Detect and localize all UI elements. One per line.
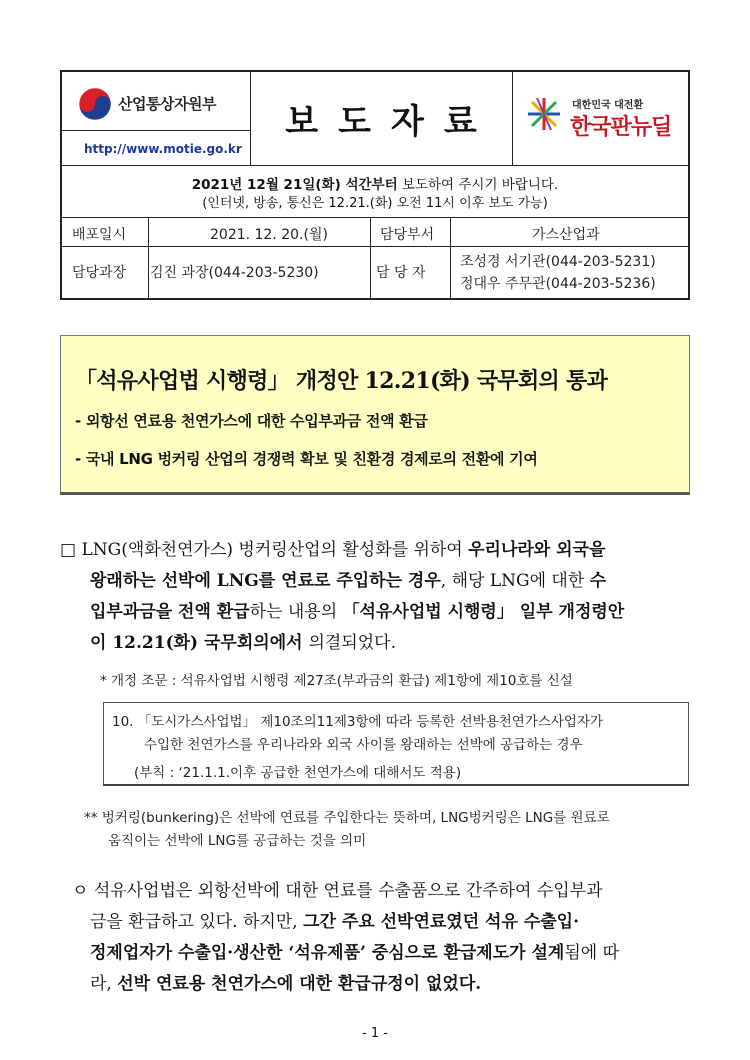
embargo-online-note: (인터넷, 방송, 통신은 12.21.(화) 오전 11시 이후 보도 가능) bbox=[202, 196, 548, 211]
divider bbox=[62, 130, 250, 131]
para2-text: 금을 환급하고 있다. 하지만, bbox=[90, 912, 304, 932]
para2-bold: 정제업자가 수출입·생산한 ‘석유제품’ 중심으로 환급제도가 설계 bbox=[90, 943, 565, 963]
ministry-name: 산업통상자원부 bbox=[118, 95, 216, 113]
embargo-notice bbox=[62, 165, 688, 217]
body-paragraph-1 bbox=[60, 535, 700, 659]
ministry-url-link[interactable]: http://www.motie.go.kr bbox=[84, 142, 242, 156]
embargo-text: 보도하여 주시기 바랍니다. bbox=[397, 177, 559, 193]
embargo-date: 2021년 12월 21일(화) 석간부터 bbox=[191, 177, 398, 193]
para2-bold: 그간 주요 선박연료였던 석유 수출입· bbox=[303, 912, 579, 932]
divider bbox=[450, 217, 451, 298]
press-header-table bbox=[60, 70, 690, 300]
para1-bold: 입부과금을 전액 환급 bbox=[90, 602, 250, 622]
amendment-note: * 개정 조문 : 석유사업법 시행령 제27조(부과금의 환급) 제1항에 제10호를 신설 bbox=[100, 673, 573, 689]
release-date-value: 2021. 12. 20.(월) bbox=[210, 227, 328, 243]
para1-bold: 이 12.21(화) 국무회의에서 bbox=[90, 633, 309, 653]
para1-bold: 「석유사업법 시행령」 일부 개정령안 bbox=[342, 602, 625, 622]
department-label: 담당부서 bbox=[380, 227, 435, 243]
staff-label: 담 당 자 bbox=[376, 265, 426, 281]
clause-line-2: 수입한 천연가스를 우리나라와 외국 사이를 왕래하는 선박에 공급하는 경우 bbox=[144, 737, 583, 753]
bunkering-note-line-2: 움직이는 선박에 LNG를 공급하는 것을 의미 bbox=[108, 833, 367, 849]
doc-title-block bbox=[250, 72, 512, 165]
clause-line-1: 10. 「도시가스사업법」 제10조의11제3항에 따라 등록한 선박용천연가스사업자가 bbox=[112, 714, 604, 730]
para2-text: 라, bbox=[90, 974, 118, 994]
new-deal-logo-block bbox=[512, 72, 688, 165]
headline-sub-2: - 국내 LNG 벙커링 산업의 경쟁력 확보 및 친환경 경제로의 전환에 기여 bbox=[75, 450, 538, 468]
manager-value: 김진 과장(044-203-5230) bbox=[150, 265, 319, 281]
body-paragraph-2 bbox=[60, 876, 700, 1000]
manager-label: 담당과장 bbox=[72, 265, 127, 281]
divider bbox=[370, 217, 371, 298]
taegeuk-emblem-icon bbox=[78, 87, 112, 121]
doc-title: 보도자료 bbox=[285, 102, 497, 142]
page-number: - 1 - bbox=[362, 1026, 388, 1041]
department-value: 가스산업과 bbox=[532, 227, 600, 243]
para2-text: 됨에 따 bbox=[564, 943, 619, 963]
headline-sub-1: - 외항선 연료용 천연가스에 대한 수입부과금 전액 환급 bbox=[75, 412, 428, 430]
para1-text: , 해당 LNG에 대한 bbox=[440, 571, 590, 591]
para1-text: 의결되었다. bbox=[308, 633, 396, 653]
staff-value-1: 조성경 서기관(044-203-5231) bbox=[460, 254, 656, 270]
para1-text: □ LNG(액화천연가스) 벙커링산업의 활성화를 위하여 bbox=[60, 540, 469, 560]
divider bbox=[62, 246, 688, 247]
new-deal-star-icon bbox=[526, 96, 562, 132]
headline-title: 「석유사업법 시행령」 개정안 12.21(화) 국무회의 통과 bbox=[75, 368, 608, 394]
para1-text: 하는 내용의 bbox=[249, 602, 343, 622]
para1-bold: 우리나라와 외국을 bbox=[468, 540, 606, 560]
clause-line-3: (부칙 : ‘21.1.1.이후 공급한 천연가스에 대해서도 적용) bbox=[134, 765, 462, 781]
staff-value-2: 정대우 주무관(044-203-5236) bbox=[460, 276, 656, 292]
divider bbox=[62, 217, 688, 218]
divider bbox=[148, 217, 149, 298]
amendment-clause-box bbox=[103, 702, 689, 786]
bunkering-note-line-1: ** 벙커링(bunkering)은 선박에 연료를 주입한다는 뜻하며, LNG벙커링은 LNG를 원료로 bbox=[84, 810, 610, 826]
release-date-label: 배포일시 bbox=[72, 227, 127, 243]
brand-name: 한국판뉴딜 bbox=[570, 115, 672, 140]
para2-bold: 선박 연료용 천연가스에 대한 환급규정이 없었다. bbox=[117, 974, 482, 994]
para2-line-1: ㅇ 석유사업법은 외항선박에 대한 연료를 수출품으로 간주하여 수입부과 bbox=[72, 881, 603, 901]
para1-bold: 왕래하는 선박에 LNG를 연료로 주입하는 경우 bbox=[90, 571, 441, 591]
ministry-logo-block bbox=[62, 72, 250, 165]
headline-box bbox=[60, 335, 690, 495]
para1-bold: 수 bbox=[589, 571, 607, 591]
brand-tagline: 대한민국 대전환 bbox=[572, 100, 644, 111]
